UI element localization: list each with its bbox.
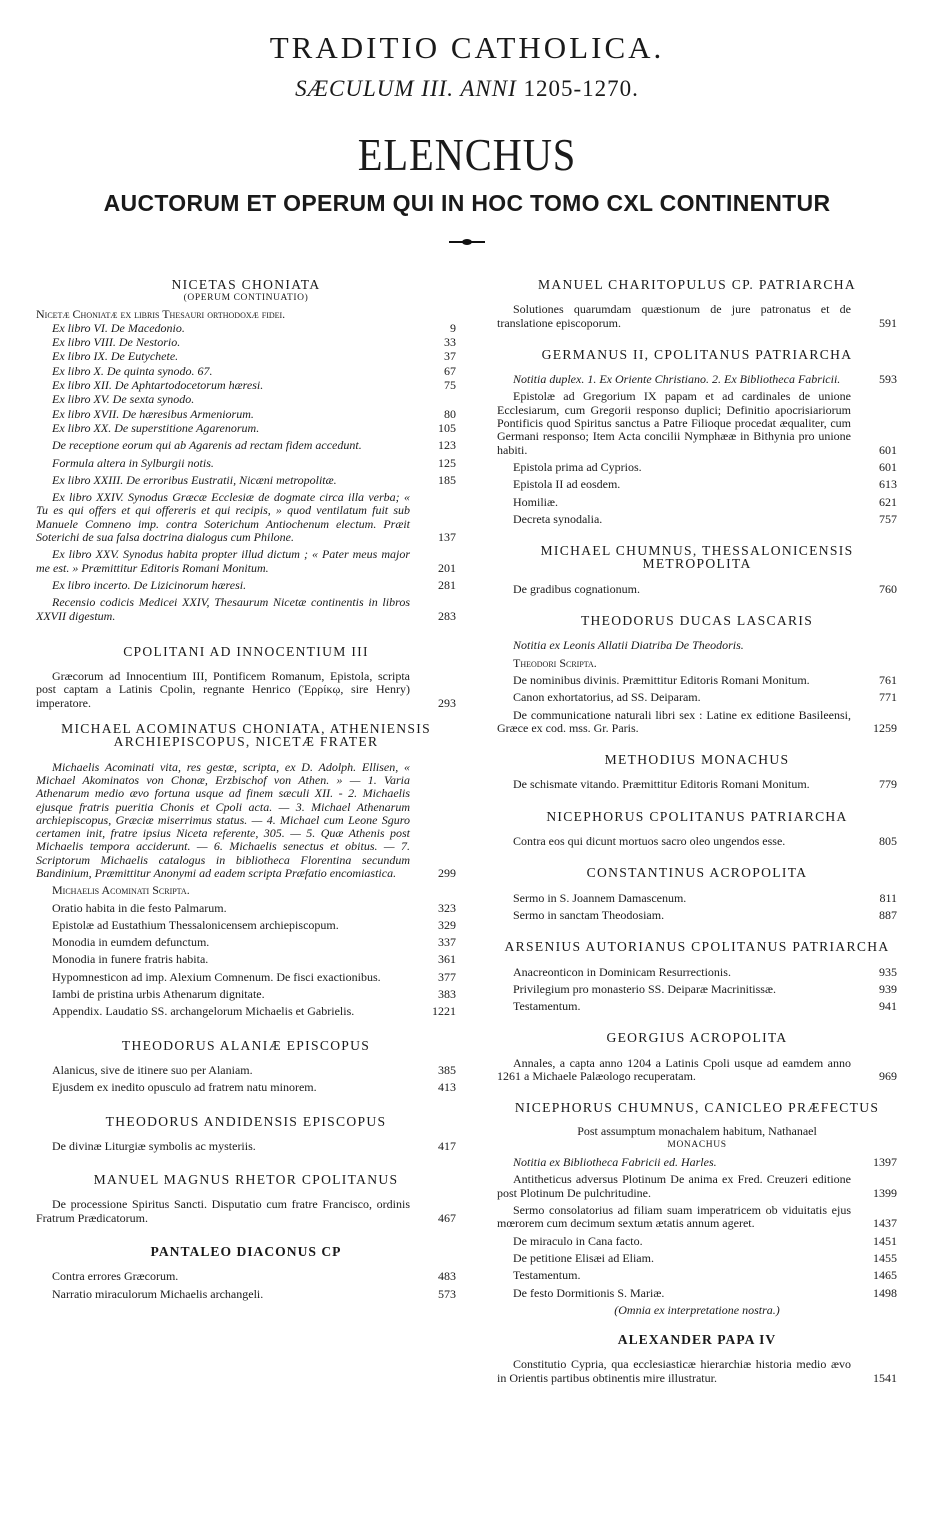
toc-entry: Notitia duplex. 1. Ex Oriente Christiano. 2. Ex Bibliotheca Fabricii. 593	[513, 372, 897, 387]
page-number: 1465	[873, 1268, 897, 1283]
page-number: 385	[438, 1062, 456, 1077]
page-number: 939	[879, 981, 897, 996]
page-number: 1498	[873, 1285, 897, 1300]
page-number: 1451	[873, 1233, 897, 1248]
toc-entry: Notitia ex Bibliotheca Fabricii ed. Harles. 1397	[513, 1155, 897, 1170]
toc-entry: Testamentum. 1465	[513, 1268, 897, 1283]
toc-entry: De divinæ Liturgiæ symbolis ac mysteriis. 417	[52, 1138, 456, 1153]
page-number: 935	[879, 964, 897, 979]
page-number: 383	[438, 987, 456, 1002]
page-number: 75	[444, 378, 456, 393]
page-number: 621	[879, 494, 897, 509]
section-intro: Nicetæ Choniatæ ex libris Thesauri orthodoxæ fidei.	[36, 306, 286, 321]
section-subtitle: (OPERUM CONTINUATIO)	[183, 293, 309, 304]
section-title: MICHAEL ACOMINATUS CHONIATA, ATHENIENSIS ARCHIEPISCOPUS, NICETÆ FRATER	[61, 721, 431, 750]
page-number: 593	[879, 372, 897, 387]
toc-entry: Privilegium pro monasterio SS. Deiparæ Macrinitissæ. 939	[513, 981, 897, 996]
toc-entry: Epistolæ ad Gregorium IX papam et ad cardinales de unione Ecclesiarum, cum Gregorii responso duplici; Definitio apocrisiariorum Pontificis quod Spiritus sanctus a Patre Filioque procedat æqualiter, cum Germani responso; Item Acta concilii Nymphææ in Bithynia pro unione habiti. 601	[497, 389, 897, 457]
section-intro: Theodori Scripta.	[513, 655, 597, 670]
page-number: 80	[444, 406, 456, 421]
page-number: 123	[438, 438, 456, 453]
toc-entry: Hypomnesticon ad imp. Alexium Comnenum. De fisci exactionibus. 377	[52, 969, 456, 984]
right-column	[497, 278, 897, 1385]
toc-entry: De miraculo in Cana facto. 1451	[513, 1233, 897, 1248]
toc-entry: De schismate vitando. Præmittitur Editoris Romani Monitum. 779	[513, 777, 897, 792]
page-number: 337	[438, 935, 456, 950]
section-intro: Post assumptum monachalem habitum, Nathanael	[577, 1123, 817, 1138]
toc-entry: Anacreonticon in Dominicam Resurrectionis. 935	[513, 964, 897, 979]
page-number: 969	[879, 1068, 897, 1083]
page-number: 760	[879, 581, 897, 596]
toc-entry: Ex libro incerto. De Lizicinorum hæresi. 281	[52, 577, 456, 592]
toc-entry: Narratio miraculorum Michaelis archangeli. 573	[52, 1286, 456, 1301]
toc-entry: De receptione eorum qui ab Agarenis ad rectam fidem accedunt. 123	[52, 438, 456, 453]
toc-entry: Constitutio Cypria, qua ecclesiasticæ hierarchiæ historia medio ævo in Orientis partibus obtinentis mire illustratur. 1541	[497, 1357, 897, 1385]
elenchus-heading: ELENCHUS	[357, 129, 577, 180]
toc-entry: Epistola II ad eosdem. 613	[513, 477, 897, 492]
page-number: 771	[879, 690, 897, 705]
page-number: 37	[444, 349, 456, 364]
toc-entry: Oratio habita in die festo Palmarum. 323	[52, 900, 456, 915]
page-number: 33	[444, 335, 456, 350]
toc-entry: De communicatione naturali libri sex : Latine ex editione Basileensi, Græce ex cod. mss. Gr. Paris. 1259	[497, 707, 897, 735]
section-title: MANUEL CHARITOPULUS CP. PATRIARCHA	[538, 277, 856, 292]
toc-entry: Ex libro XX. De superstitione Agarenorum. 105	[52, 420, 456, 435]
page-number: 761	[879, 672, 897, 687]
page-number: 811	[879, 890, 897, 905]
left-column	[36, 278, 456, 1301]
toc-entry: De festo Dormitionis S. Mariæ. 1498	[513, 1285, 897, 1300]
page-number: 329	[438, 917, 456, 932]
toc-entry: Ex libro VI. De Macedonio. 9	[52, 320, 456, 335]
toc-entry: Ex libro XXIII. De erroribus Eustratii, Nicæni metropolitæ. 185	[52, 472, 456, 487]
toc-entry: De gradibus cognationum. 760	[513, 581, 897, 596]
toc-entry: Antitheticus adversus Plotinum De anima ex Fred. Creuzeri editione post Plotinum De pulchritudine. 1399	[497, 1172, 897, 1200]
toc-entry: Annales, a capta anno 1204 a Latinis Cpoli usque ad eamdem anno 1261 a Michaele Palæologo recuperatam. 969	[497, 1055, 897, 1083]
subtitle-years: 1205-1270.	[523, 76, 639, 101]
section-title: PANTALEO DIACONUS CP	[150, 1244, 342, 1260]
section-intro: Michaelis Acominati Scripta.	[52, 883, 190, 898]
page-number: 283	[438, 608, 456, 623]
page-number: 201	[438, 560, 456, 575]
toc-entry: Ex libro VIII. De Nestorio. 33	[52, 335, 456, 350]
toc-entry: Sermo in S. Joannem Damascenum. 811	[513, 890, 897, 905]
section-title: ARSENIUS AUTORIANUS CPOLITANUS PATRIARCHA	[504, 939, 890, 955]
toc-entry: Solutiones quarumdam quæstionum de jure patronatus et de translatione episcoporum. 591	[497, 302, 897, 330]
subtitle-saeculum: SÆCULUM III. ANNI	[295, 76, 517, 101]
toc-entry: Monodia in funere fratris habita. 361	[52, 952, 456, 967]
page-number: 1437	[873, 1216, 897, 1231]
section-title: MANUEL MAGNUS RHETOR CPOLITANUS	[93, 1172, 399, 1188]
page-number: 1397	[873, 1155, 897, 1170]
toc-entry: Ex libro X. De quinta synodo. 67. 67	[52, 363, 456, 378]
page-number: 1399	[873, 1185, 897, 1200]
section-title: METHODIUS MONACHUS	[604, 752, 790, 768]
page-number: 1541	[873, 1370, 897, 1385]
page-number: 137	[438, 530, 456, 545]
toc-entry: De nominibus divinis. Præmittitur Editoris Romani Monitum. 761	[513, 672, 897, 687]
page-number: 105	[438, 420, 456, 435]
toc-entry: Ex libro XXV. Synodus habita propter illud dictum ; « Pater meus major me est. » Præmittitur Editoris Romani Monitum. 201	[36, 547, 456, 575]
ornament-divider	[449, 239, 485, 245]
toc-entry: Contra errores Græcorum. 483	[52, 1269, 456, 1284]
toc-entry: Ex libro XVII. De hæresibus Armeniorum. 80	[52, 406, 456, 421]
section-subtitle: MONACHUS	[667, 1139, 727, 1150]
page-title: TRADITIO CATHOLICA.	[269, 30, 665, 65]
page-number: 483	[438, 1269, 456, 1284]
section-title: THEODORUS ALANIÆ EPISCOPUS	[121, 1037, 371, 1053]
toc-entry: Monodia in eumdem defunctum. 337	[52, 935, 456, 950]
page-number: 293	[438, 695, 456, 710]
page-number: 573	[438, 1286, 456, 1301]
page-number: 1259	[873, 720, 897, 735]
toc-entry: Epistolæ ad Eustathium Thessalonicensem archiepiscopum. 329	[52, 917, 456, 932]
section-title: THEODORUS ANDIDENSIS EPISCOPUS	[105, 1113, 387, 1129]
toc-entry: Ex libro IX. De Eutychete. 37	[52, 349, 456, 364]
page-number: 601	[879, 459, 897, 474]
toc-entry: Sermo consolatorius ad filiam suam imperatricem ob viduitatis ejus mœrorem cum decimum sextum ætatis annum ageret. 1437	[497, 1203, 897, 1231]
page-number: 805	[879, 834, 897, 849]
page-number: 9	[450, 320, 456, 335]
page-number: 613	[879, 477, 897, 492]
page-number: 1455	[873, 1250, 897, 1265]
page-number: 323	[438, 900, 456, 915]
section-title: CPOLITANI AD INNOCENTIUM III	[123, 643, 369, 659]
page-subtitle	[0, 76, 934, 102]
toc-entry: Ejusdem ex inedito opusculo ad fratrem natu minorem. 413	[52, 1080, 456, 1095]
toc-entry: Appendix. Laudatio SS. archangelorum Michaelis et Gabrielis. 1221	[52, 1004, 456, 1019]
toc-entry: Contra eos qui dicunt mortuos sacro oleo ungendos esse. 805	[513, 834, 897, 849]
toc-entry: De processione Spiritus Sancti. Disputatio cum fratre Francisco, ordinis Fratrum Prædicatorum. 467	[36, 1197, 456, 1225]
page-number: 185	[438, 472, 456, 487]
toc-entry: Recensio codicis Medicei XXIV, Thesaurum Nicetæ continentis in libros XXVII digestum. 283	[36, 595, 456, 623]
toc-entry: Formula altera in Sylburgii notis. 125	[52, 455, 456, 470]
section-title: ALEXANDER PAPA IV	[617, 1332, 777, 1348]
page-number: 417	[438, 1138, 456, 1153]
toc-entry: Græcorum ad Innocentium III, Pontificem Romanum, Epistola, scripta post captam a Latinis Cpolin, regnante Henrico (Ἐρρίκῳ, sire Henry) imperatore. 293	[36, 669, 456, 710]
toc-entry: Homiliæ. 621	[513, 494, 897, 509]
toc-entry: Ex libro XII. De Aphtartodocetorum hæresi. 75	[52, 378, 456, 393]
section-title: NICEPHORUS CPOLITANUS PATRIARCHA	[546, 808, 848, 824]
page-number: 67	[444, 363, 456, 378]
section-intro: Notitia ex Leonis Allatii Diatriba De Theodoris.	[513, 638, 744, 653]
toc-entry: De petitione Elisæi ad Eliam. 1455	[513, 1250, 897, 1265]
toc-entry: Canon exhortatorius, ad SS. Deiparam. 771	[513, 690, 897, 705]
page-number: 281	[438, 577, 456, 592]
page-number: 591	[879, 315, 897, 330]
section-title: MICHAEL CHUMNUS, THESSALONICENSIS METROPOLITA	[540, 543, 854, 572]
page-number: 377	[438, 969, 456, 984]
page-number: 467	[438, 1210, 456, 1225]
toc-entry: Iambi de pristina urbis Athenarum dignitate. 383	[52, 987, 456, 1002]
page-number: 941	[879, 999, 897, 1014]
page-number: 779	[879, 777, 897, 792]
section-title: GERMANUS II, CPOLITANUS PATRIARCHA	[541, 346, 853, 362]
toc-entry: Epistola prima ad Cyprios. 601	[513, 459, 897, 474]
page-number: 125	[438, 455, 456, 470]
toc-entry: Ex libro XXIV. Synodus Græcæ Ecclesiæ de dogmate circa illa verba; « Tu es qui offers et qui offereris et qui recipis, » quod ventilatum fuit sub Manuele Comneno imp. contra Soterichum Antiochenum electum. Præit Soterichi de sua falsa doctrina dialogus cum Philone. 137	[36, 490, 456, 545]
toc-entry: Testamentum. 941	[513, 999, 897, 1014]
toc-entry: Ex libro XV. De sexta synodo.	[52, 392, 195, 407]
toc-entry: Michaelis Acominati vita, res gestæ, scripta, ex D. Adolph. Ellisen, « Michael Akominatos von Chonæ, Erzbischof von Athen. » — 1. Varia Athenarum medio ævo fortuna usque ad finem sæculi XII. - 2. Michaelis ejusque fratris pueritia Chonis et Cpoli acta. — 3. Michael Athenarum archiepiscopus, Græciæ miserrimus status. — 4. Michael cum Leone Sguro certamen init, fratre ipsius Niceta referente, 305. — 5. Quæ Athenis post Michaelis tempora acciderunt. — 6. Michaelis senectus et obitus. — 7. Scriptorum Michaelis catalogus in bibliotheca Florentina secundum Bandinium, Præmittitur Anonymi ad eadem scripta Præfatio encomiastica. 299	[36, 759, 456, 880]
page-number: 361	[438, 952, 456, 967]
page-number: 413	[438, 1080, 456, 1095]
section-title: THEODORUS DUCAS LASCARIS	[580, 613, 814, 629]
page-number: 601	[879, 442, 897, 457]
section-title: NICEPHORUS CHUMNUS, CANICLEO PRÆFECTUS	[514, 1100, 880, 1116]
page-number: 1221	[432, 1004, 456, 1019]
section-title: NICETAS CHONIATA	[171, 277, 321, 292]
toc-entry: Sermo in sanctam Theodosiam. 887	[513, 907, 897, 922]
auctorum-heading: AUCTORUM ET OPERUM QUI IN HOC TOMO CXL CONTINENTUR	[103, 190, 831, 216]
toc-entry: Alanicus, sive de itinere suo per Alaniam. 385	[52, 1062, 456, 1077]
section-title: GEORGIUS ACROPOLITA	[606, 1030, 788, 1046]
section-note: (Omnia ex interpretatione nostra.)	[614, 1302, 780, 1317]
page-number: 299	[438, 865, 456, 880]
page-number: 757	[879, 511, 897, 526]
section-title: CONSTANTINUS ACROPOLITA	[586, 865, 808, 881]
page-number: 887	[879, 907, 897, 922]
toc-entry: Decreta synodalia. 757	[513, 511, 897, 526]
